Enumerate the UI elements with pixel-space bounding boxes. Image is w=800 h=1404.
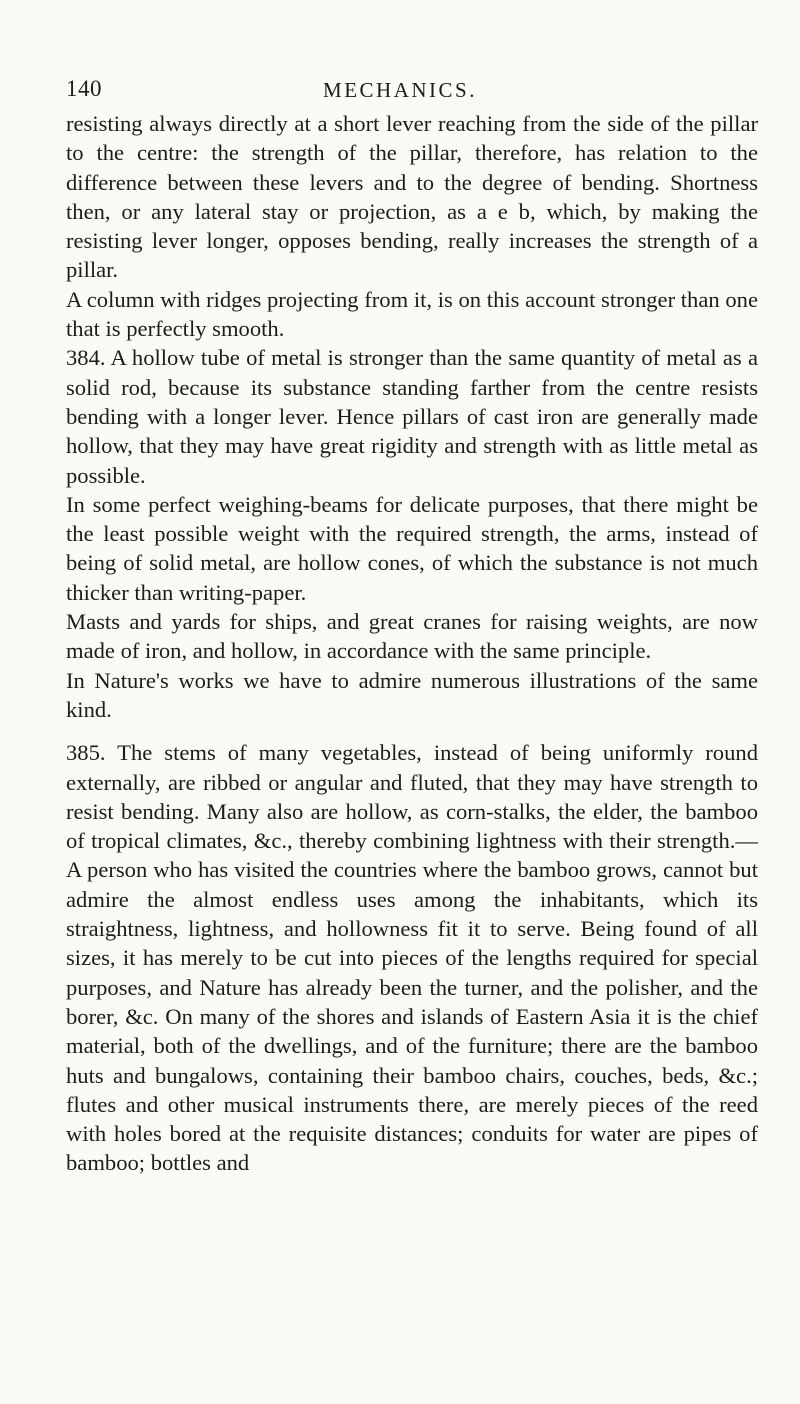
paragraph-masts: Masts and yards for ships, and great cranes for raising weights, are now made of iron, and hollow, in accordance with the same principle. bbox=[66, 609, 758, 664]
paragraph-column-ridges: A column with ridges projecting from it, is on this account stronger than one that is perfectly smooth. bbox=[66, 286, 758, 342]
paragraph-385: 385. The stems of many vegetables, instead of being uniformly round externally, are ribbed or angular and fluted, that they may have strength to resist bending. Many also are hollow, as corn-stalks, the elder, the bamboo of tropical climates, &c., thereby combining lightness with their strength.—A person who has visited the countries where the bamboo grows, cannot but admire the almost endless uses among the inhabitants, which its straightness, lightness, and hollowness fit it to serve. Being found of all sizes, it has merely to be cut into pieces of the lengths required for special purposes, and Nature has already been the turner, and the polisher, and the borer, &c. On many of the shores and islands of Eastern Asia it is the chief material, both of the dwellings, and of the furniture; there are the bamboo huts and bungalows, containing their bamboo chairs, couches, beds, &c.; flutes and other musical instruments there, are merely pieces of the reed with holes bored at the requisite distances; conduits for water are pipes of bamboo; bottles and bbox=[66, 740, 758, 1176]
page-number: 140 bbox=[66, 76, 102, 101]
paragraph-384: 384. A hollow tube of metal is stronger than the same quantity of metal as a solid rod, because its substance standing farther from the centre resists bending with a longer lever. Hence pillars of cast iron are generally made hollow, that they may have great rigidity and strength with as little metal as possible. bbox=[66, 345, 758, 488]
running-title: MECHANICS. bbox=[323, 78, 477, 102]
body-text bbox=[66, 109, 758, 1178]
paragraph-weighing-beams: In some perfect weighing-beams for delicate purposes, that there might be the least possible weight with the required strength, the arms, instead of being of solid metal, are hollow cones, of which the substance is not much thicker than writing-paper. bbox=[66, 491, 758, 605]
paragraph-nature: In Nature's works we have to admire numerous illustrations of the same kind. bbox=[66, 667, 758, 722]
paragraph-continuation: resisting always directly at a short lever reaching from the side of the pillar to the centre: the strength of the pillar, therefore, has relation to the difference between these levers and to the degree of bending. Shortness then, or any lateral stay or projection, as a e b, which, by making the resisting lever longer, opposes bending, really increases the strength of a pillar. bbox=[66, 111, 758, 283]
